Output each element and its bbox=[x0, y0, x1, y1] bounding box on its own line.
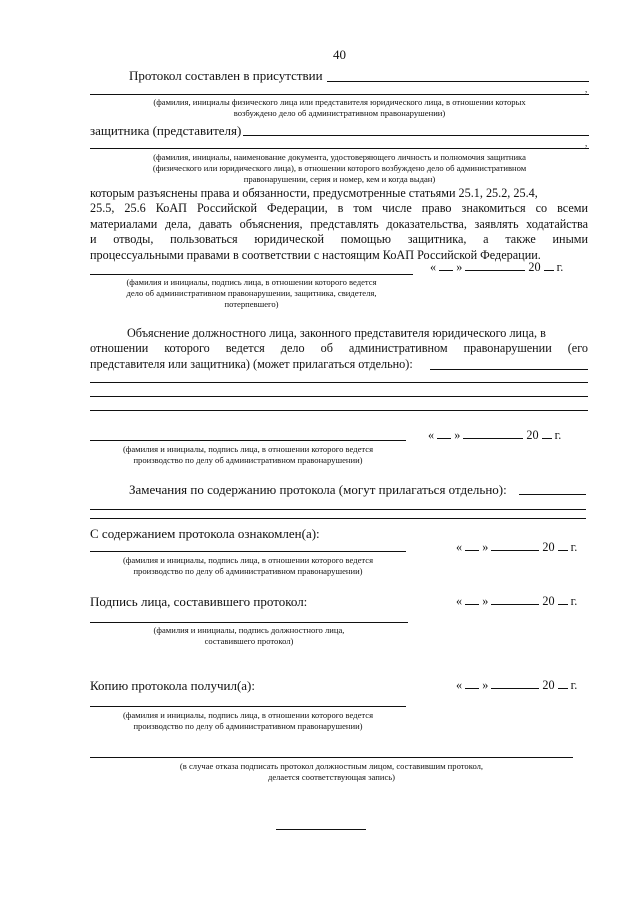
familiarized-caption: (фамилия и инициалы, подпись лица, в отношении которого ведется производство по делу об административном правонарушении) bbox=[122, 555, 374, 576]
explanation-line-1[interactable] bbox=[90, 382, 588, 383]
explanation-line-2[interactable] bbox=[90, 396, 588, 397]
rights-paragraph: которым разъяснены права и обязанности, предусмотренные статьями 25.1, 25.2, 25.4, 25.5, 25.6 КоАП Российской Федерации, в том числе право знакомиться со всеми материалами дела, давать объяснения, представлять доказательства, заявлять ходатайства и отводы, пользоваться юридической помощью защитника, а также иными процессуальными правами в соответствии с настоящим КоАП Российской Федерации. bbox=[90, 186, 588, 262]
explanation-paragraph: Объяснение должностного лица, законного представителя юридического лица, в отношении которого ведется дело об административном правонарушении (его представителя или защитника) (может прилагаться отдельно): bbox=[90, 326, 588, 371]
copy-date[interactable]: « » 20 г. bbox=[456, 678, 578, 692]
explanation-caption: (фамилия и инициалы, подпись лица, в отношении которого ведется производство по делу об административном правонарушении) bbox=[122, 444, 374, 465]
defender-label: защитника (представителя) bbox=[90, 123, 242, 138]
presence-caption: (фамилия, инициалы физического лица или представителя юридического лица, в отношении которых возбуждено дело об административном правонарушении) bbox=[153, 97, 526, 118]
presence-line[interactable] bbox=[327, 81, 589, 82]
rights-signature-line[interactable] bbox=[90, 274, 413, 275]
familiarized-label: С содержанием протокола ознакомлен(а): bbox=[90, 526, 320, 541]
familiarized-signature-line[interactable] bbox=[90, 551, 406, 552]
presence-label: Протокол составлен в присутствии bbox=[129, 68, 323, 83]
copy-label: Копию протокола получил(а): bbox=[90, 678, 255, 693]
remarks-line-0[interactable] bbox=[519, 494, 586, 495]
remarks-line-1[interactable] bbox=[90, 509, 586, 510]
compiler-label: Подпись лица, составившего протокол: bbox=[90, 594, 308, 609]
refusal-line[interactable] bbox=[90, 757, 573, 758]
explanation-line-0[interactable] bbox=[430, 369, 588, 370]
explanation-date[interactable]: « » 20 г. bbox=[428, 428, 562, 442]
presence-comma: , bbox=[585, 84, 588, 94]
defender-line[interactable] bbox=[243, 135, 589, 136]
refusal-caption: (в случае отказа подписать протокол должностным лицом, составившим протокол, делается соответствующая запись) bbox=[179, 761, 484, 782]
explanation-signature-line[interactable] bbox=[90, 440, 406, 441]
page-number: 40 bbox=[333, 47, 346, 62]
remarks-line-2[interactable] bbox=[90, 518, 586, 519]
familiarized-date[interactable]: « » 20 г. bbox=[456, 540, 578, 554]
compiler-caption: (фамилия и инициалы, подпись должностного лица, составившего протокол) bbox=[153, 625, 345, 646]
copy-caption: (фамилия и инициалы, подпись лица, в отношении которого ведется производство по делу об административном правонарушении) bbox=[122, 710, 374, 731]
explanation-line-3[interactable] bbox=[90, 410, 588, 411]
presence-line-2[interactable] bbox=[90, 94, 589, 95]
defender-line-2[interactable] bbox=[90, 148, 589, 149]
rights-date[interactable]: « » 20 г. bbox=[430, 260, 564, 274]
defender-caption: (фамилия, инициалы, наименование документа, удостоверяющего личность и полномочия защитника (физического или юридического лица), в отношении которого возбуждено дело об административном правонарушении, серия и номер, кем и когда выдан) bbox=[152, 152, 527, 184]
compiler-date[interactable]: « » 20 г. bbox=[456, 594, 578, 608]
copy-signature-line[interactable] bbox=[90, 706, 406, 707]
rights-caption: (фамилия и инициалы, подпись лица, в отношении которого ведется дело об административном правонарушении, защитника, свидетеля, потерпевшего) bbox=[126, 277, 377, 309]
remarks-label: Замечания по содержанию протокола (могут прилагаться отдельно): bbox=[129, 482, 507, 497]
defender-comma: , bbox=[585, 138, 588, 148]
bottom-separator bbox=[276, 829, 366, 830]
compiler-signature-line[interactable] bbox=[90, 622, 408, 623]
